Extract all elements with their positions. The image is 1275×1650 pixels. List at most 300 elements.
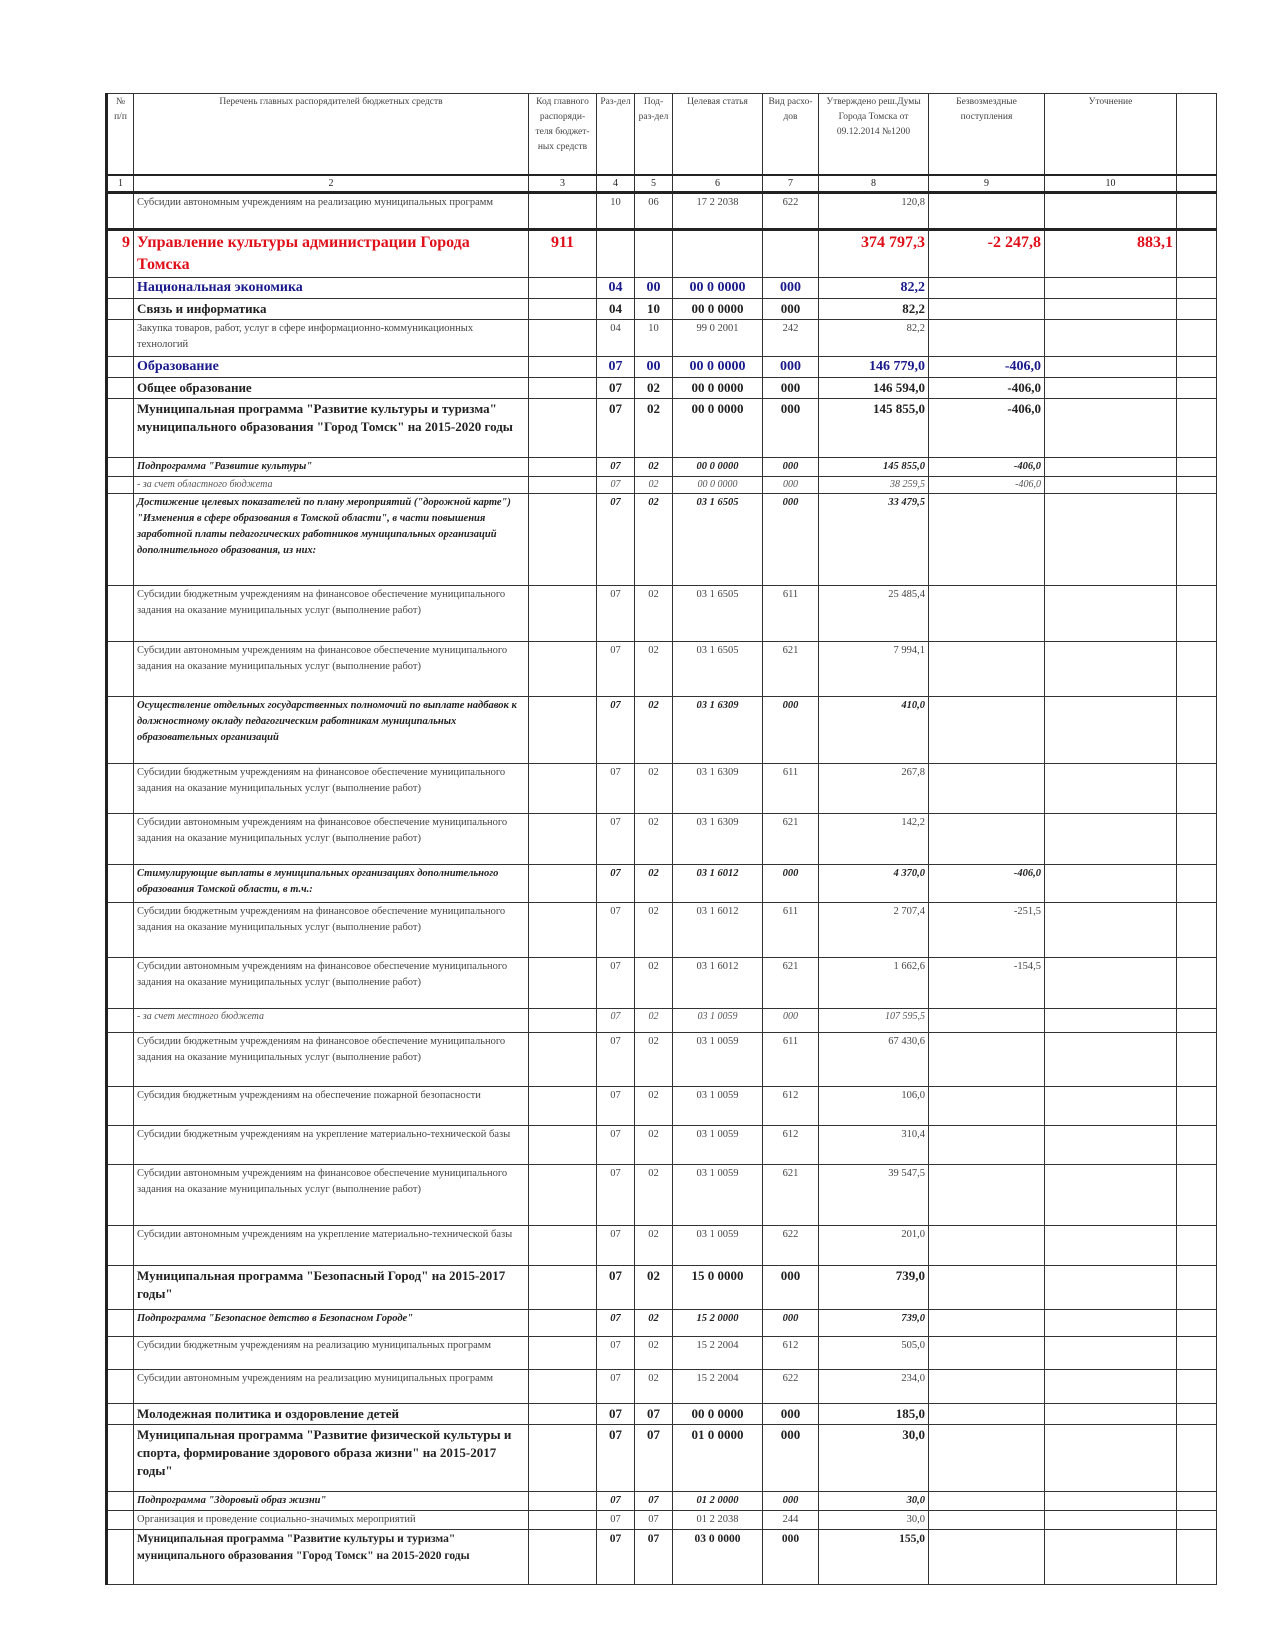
table-row: [107, 398, 1217, 457]
change-amount: [1045, 1510, 1177, 1529]
row-number: [107, 1265, 134, 1309]
grant-amount: [929, 493, 1045, 585]
extra-column-cell: [1177, 457, 1217, 476]
change-amount: [1045, 1403, 1177, 1424]
row-name: Стимулирующие выплаты в муниципальных организациях дополнительного образования Томской области, в т.ч.:: [134, 864, 529, 902]
target-article: 15 0 0000: [673, 1265, 763, 1309]
row-number: [107, 1086, 134, 1125]
section-code: 07: [597, 641, 635, 696]
budget-table: [105, 93, 1217, 1585]
grant-amount: [929, 813, 1045, 864]
distributor-code: [529, 1336, 597, 1369]
table-row: [107, 1008, 1217, 1032]
grant-amount: [929, 1086, 1045, 1125]
table-row: [107, 1424, 1217, 1491]
expense-type: 621: [763, 813, 819, 864]
column-number: [1177, 175, 1217, 193]
approved-amount: 82,2: [819, 298, 929, 319]
grant-amount: [929, 1008, 1045, 1032]
row-name: Организация и проведение социально-значимых мероприятий: [134, 1510, 529, 1529]
approved-amount: 38 259,5: [819, 476, 929, 493]
section-code: 04: [597, 319, 635, 356]
target-article: 15 2 0000: [673, 1309, 763, 1336]
approved-amount: 145 855,0: [819, 398, 929, 457]
target-article: 03 1 0059: [673, 1225, 763, 1265]
row-number: [107, 1403, 134, 1424]
subsection-code: 02: [635, 696, 673, 763]
expense-type: 000: [763, 493, 819, 585]
extra-column-cell: [1177, 277, 1217, 298]
change-amount: [1045, 1265, 1177, 1309]
extra-column-cell: [1177, 1225, 1217, 1265]
approved-amount: 739,0: [819, 1265, 929, 1309]
subsection-code: 07: [635, 1424, 673, 1491]
grant-amount: [929, 1529, 1045, 1584]
change-amount: [1045, 1164, 1177, 1225]
change-amount: [1045, 585, 1177, 641]
row-name: Субсидии бюджетным учреждениям на финансовое обеспечение муниципального задания на оказание муниципальных услуг (выполнение работ): [134, 902, 529, 957]
extra-column-cell: [1177, 1125, 1217, 1164]
table-row: [107, 1265, 1217, 1309]
expense-type: 000: [763, 696, 819, 763]
grant-amount: -154,5: [929, 957, 1045, 1008]
row-number: [107, 1424, 134, 1491]
row-name: - за счет областного бюджета: [134, 476, 529, 493]
subsection-code: 02: [635, 585, 673, 641]
distributor-code: [529, 902, 597, 957]
column-number: 3: [529, 175, 597, 193]
distributor-code: [529, 319, 597, 356]
column-header: Под-раз-дел: [635, 94, 673, 175]
table-row: [107, 377, 1217, 398]
row-name: Субсидии бюджетным учреждениям на финансовое обеспечение муниципального задания на оказание муниципальных услуг (выполнение работ): [134, 585, 529, 641]
target-article: 03 1 6505: [673, 641, 763, 696]
column-number: 1: [107, 175, 134, 193]
approved-amount: 67 430,6: [819, 1032, 929, 1086]
section-code: 07: [597, 864, 635, 902]
approved-amount: 234,0: [819, 1369, 929, 1403]
grant-amount: [929, 1032, 1045, 1086]
row-name: Управление культуры администрации Города Томска: [134, 229, 529, 277]
target-article: 00 0 0000: [673, 1403, 763, 1424]
expense-type: 611: [763, 763, 819, 813]
subsection-code: 02: [635, 1032, 673, 1086]
column-number-row: [107, 175, 1217, 193]
section-code: 07: [597, 1086, 635, 1125]
column-number: 5: [635, 175, 673, 193]
subsection-code: 02: [635, 398, 673, 457]
subsection-code: 02: [635, 1008, 673, 1032]
extra-column-cell: [1177, 696, 1217, 763]
approved-amount: 4 370,0: [819, 864, 929, 902]
target-article: 03 1 6012: [673, 957, 763, 1008]
row-number: [107, 585, 134, 641]
section-code: 07: [597, 1225, 635, 1265]
section-code: 07: [597, 585, 635, 641]
section-code: 07: [597, 813, 635, 864]
subsection-code: 10: [635, 298, 673, 319]
target-article: 00 0 0000: [673, 356, 763, 377]
section-code: 07: [597, 1491, 635, 1510]
column-header: [1177, 94, 1217, 175]
row-name: Субсидии бюджетным учреждениям на реализацию муниципальных программ: [134, 1336, 529, 1369]
row-number: [107, 476, 134, 493]
table-row: [107, 229, 1217, 277]
expense-type: 612: [763, 1086, 819, 1125]
change-amount: [1045, 298, 1177, 319]
target-article: 00 0 0000: [673, 398, 763, 457]
column-number: 4: [597, 175, 635, 193]
distributor-code: [529, 1265, 597, 1309]
grant-amount: [929, 1424, 1045, 1491]
row-name: Закупка товаров, работ, услуг в сфере информационно-коммуникационных технологий: [134, 319, 529, 356]
grant-amount: -406,0: [929, 356, 1045, 377]
table-row: [107, 1336, 1217, 1369]
section-code: 07: [597, 1403, 635, 1424]
distributor-code: [529, 298, 597, 319]
expense-type: 621: [763, 957, 819, 1008]
change-amount: [1045, 902, 1177, 957]
table-row: [107, 1086, 1217, 1125]
expense-type: 000: [763, 398, 819, 457]
grant-amount: [929, 1336, 1045, 1369]
table-row: [107, 493, 1217, 585]
section-code: 07: [597, 1529, 635, 1584]
extra-column-cell: [1177, 298, 1217, 319]
approved-amount: 2 707,4: [819, 902, 929, 957]
target-article: 03 0 0000: [673, 1529, 763, 1584]
extra-column-cell: [1177, 1032, 1217, 1086]
expense-type: 242: [763, 319, 819, 356]
target-article: 01 2 0000: [673, 1491, 763, 1510]
grant-amount: -406,0: [929, 864, 1045, 902]
distributor-code: [529, 356, 597, 377]
table-row: [107, 457, 1217, 476]
distributor-code: [529, 957, 597, 1008]
change-amount: [1045, 813, 1177, 864]
section-code: 07: [597, 1008, 635, 1032]
change-amount: [1045, 377, 1177, 398]
approved-amount: 25 485,4: [819, 585, 929, 641]
subsection-code: 02: [635, 493, 673, 585]
row-number: 9: [107, 229, 134, 277]
table-header-row: [107, 94, 1217, 175]
target-article: 03 1 6012: [673, 864, 763, 902]
approved-amount: 155,0: [819, 1529, 929, 1584]
table-row: [107, 763, 1217, 813]
approved-amount: 30,0: [819, 1424, 929, 1491]
section-code: 07: [597, 356, 635, 377]
change-amount: [1045, 957, 1177, 1008]
section-code: 07: [597, 398, 635, 457]
section-code: 07: [597, 493, 635, 585]
row-number: [107, 398, 134, 457]
distributor-code: [529, 696, 597, 763]
section-code: 07: [597, 1510, 635, 1529]
row-number: [107, 1008, 134, 1032]
table-row: [107, 864, 1217, 902]
distributor-code: [529, 1164, 597, 1225]
subsection-code: 07: [635, 1529, 673, 1584]
table-row: [107, 1491, 1217, 1510]
approved-amount: 39 547,5: [819, 1164, 929, 1225]
column-header: Уточнение: [1045, 94, 1177, 175]
row-number: [107, 641, 134, 696]
row-number: [107, 1369, 134, 1403]
approved-amount: 120,8: [819, 192, 929, 229]
grant-amount: -251,5: [929, 902, 1045, 957]
row-number: [107, 902, 134, 957]
approved-amount: 7 994,1: [819, 641, 929, 696]
approved-amount: 267,8: [819, 763, 929, 813]
row-name: Подпрограмма "Безопасное детство в Безопасном Городе": [134, 1309, 529, 1336]
row-number: [107, 1125, 134, 1164]
target-article: 15 2 2004: [673, 1336, 763, 1369]
extra-column-cell: [1177, 641, 1217, 696]
change-amount: [1045, 1529, 1177, 1584]
target-article: 17 2 2038: [673, 192, 763, 229]
distributor-code: [529, 1086, 597, 1125]
grant-amount: [929, 1403, 1045, 1424]
expense-type: 000: [763, 457, 819, 476]
table-row: [107, 813, 1217, 864]
grant-amount: [929, 1510, 1045, 1529]
extra-column-cell: [1177, 1008, 1217, 1032]
expense-type: 000: [763, 1403, 819, 1424]
approved-amount: 410,0: [819, 696, 929, 763]
row-number: [107, 763, 134, 813]
approved-amount: 310,4: [819, 1125, 929, 1164]
expense-type: 622: [763, 192, 819, 229]
section-code: 07: [597, 476, 635, 493]
subsection-code: 07: [635, 1510, 673, 1529]
target-article: 00 0 0000: [673, 298, 763, 319]
distributor-code: [529, 641, 597, 696]
row-number: [107, 1336, 134, 1369]
row-number: [107, 1309, 134, 1336]
approved-amount: 30,0: [819, 1510, 929, 1529]
subsection-code: 02: [635, 1336, 673, 1369]
approved-amount: 30,0: [819, 1491, 929, 1510]
row-number: [107, 1510, 134, 1529]
distributor-code: [529, 493, 597, 585]
subsection-code: 02: [635, 1369, 673, 1403]
distributor-code: 911: [529, 229, 597, 277]
expense-type: 611: [763, 585, 819, 641]
row-name: Достижение целевых показателей по плану мероприятий ("дорожной карте") "Изменения в сфере образования в Томской области", в части повышения заработной платы педагогических работников муниципальных организаций дополнительного образования, из них:: [134, 493, 529, 585]
table-row: [107, 1032, 1217, 1086]
approved-amount: 185,0: [819, 1403, 929, 1424]
row-name: Субсидии автономным учреждениям на укрепление материально-технической базы: [134, 1225, 529, 1265]
grant-amount: [929, 1164, 1045, 1225]
expense-type: 000: [763, 476, 819, 493]
table-row: [107, 641, 1217, 696]
change-amount: [1045, 356, 1177, 377]
section-code: 07: [597, 763, 635, 813]
extra-column-cell: [1177, 1309, 1217, 1336]
subsection-code: 02: [635, 377, 673, 398]
distributor-code: [529, 1369, 597, 1403]
distributor-code: [529, 1510, 597, 1529]
expense-type: 000: [763, 1424, 819, 1491]
row-number: [107, 957, 134, 1008]
extra-column-cell: [1177, 1529, 1217, 1584]
row-name: Субсидии автономным учреждениям на реализацию муниципальных программ: [134, 192, 529, 229]
expense-type: 000: [763, 377, 819, 398]
change-amount: [1045, 763, 1177, 813]
row-number: [107, 1529, 134, 1584]
target-article: 03 1 0059: [673, 1032, 763, 1086]
column-header: Перечень главных распорядителей бюджетных средств: [134, 94, 529, 175]
section-code: 07: [597, 696, 635, 763]
target-article: 99 0 2001: [673, 319, 763, 356]
extra-column-cell: [1177, 319, 1217, 356]
approved-amount: 505,0: [819, 1336, 929, 1369]
row-number: [107, 493, 134, 585]
section-code: 10: [597, 192, 635, 229]
change-amount: [1045, 1086, 1177, 1125]
grant-amount: [929, 1265, 1045, 1309]
target-article: 00 0 0000: [673, 457, 763, 476]
extra-column-cell: [1177, 1164, 1217, 1225]
grant-amount: [929, 763, 1045, 813]
column-header: Код главного распоряди-теля бюджет-ных средств: [529, 94, 597, 175]
column-header: Целевая статья: [673, 94, 763, 175]
row-name: Субсидия бюджетным учреждениям на обеспечение пожарной безопасности: [134, 1086, 529, 1125]
column-number: 10: [1045, 175, 1177, 193]
row-name: Общее образование: [134, 377, 529, 398]
distributor-code: [529, 1125, 597, 1164]
approved-amount: 146 594,0: [819, 377, 929, 398]
grant-amount: [929, 1309, 1045, 1336]
approved-amount: 1 662,6: [819, 957, 929, 1008]
distributor-code: [529, 1403, 597, 1424]
row-number: [107, 864, 134, 902]
change-amount: [1045, 1008, 1177, 1032]
grant-amount: [929, 585, 1045, 641]
grant-amount: [929, 319, 1045, 356]
row-name: Субсидии автономным учреждениям на финансовое обеспечение муниципального задания на оказание муниципальных услуг (выполнение работ): [134, 641, 529, 696]
approved-amount: 201,0: [819, 1225, 929, 1265]
target-article: 15 2 2004: [673, 1369, 763, 1403]
table-row: [107, 957, 1217, 1008]
approved-amount: 82,2: [819, 319, 929, 356]
subsection-code: 00: [635, 277, 673, 298]
row-number: [107, 813, 134, 864]
row-number: [107, 192, 134, 229]
distributor-code: [529, 763, 597, 813]
distributor-code: [529, 457, 597, 476]
row-name: Субсидии автономным учреждениям на реализацию муниципальных программ: [134, 1369, 529, 1403]
extra-column-cell: [1177, 192, 1217, 229]
grant-amount: -406,0: [929, 476, 1045, 493]
extra-column-cell: [1177, 1510, 1217, 1529]
distributor-code: [529, 277, 597, 298]
row-number: [107, 319, 134, 356]
grant-amount: [929, 298, 1045, 319]
expense-type: 000: [763, 1008, 819, 1032]
section-code: 07: [597, 1369, 635, 1403]
section-code: 07: [597, 1164, 635, 1225]
change-amount: [1045, 493, 1177, 585]
subsection-code: 02: [635, 1309, 673, 1336]
grant-amount: [929, 696, 1045, 763]
row-name: - за счет местного бюджета: [134, 1008, 529, 1032]
extra-column-cell: [1177, 1336, 1217, 1369]
change-amount: 883,1: [1045, 229, 1177, 277]
target-article: 03 1 6505: [673, 585, 763, 641]
expense-type: 612: [763, 1125, 819, 1164]
approved-amount: 106,0: [819, 1086, 929, 1125]
grant-amount: [929, 641, 1045, 696]
section-code: [597, 229, 635, 277]
extra-column-cell: [1177, 763, 1217, 813]
column-header: Безвозмездные поступления: [929, 94, 1045, 175]
distributor-code: [529, 813, 597, 864]
extra-column-cell: [1177, 356, 1217, 377]
change-amount: [1045, 1309, 1177, 1336]
distributor-code: [529, 1225, 597, 1265]
row-number: [107, 377, 134, 398]
change-amount: [1045, 1032, 1177, 1086]
table-row: [107, 192, 1217, 229]
expense-type: 621: [763, 641, 819, 696]
subsection-code: 02: [635, 813, 673, 864]
change-amount: [1045, 864, 1177, 902]
change-amount: [1045, 1125, 1177, 1164]
row-name: Субсидии бюджетным учреждениям на финансовое обеспечение муниципального задания на оказание муниципальных услуг (выполнение работ): [134, 1032, 529, 1086]
change-amount: [1045, 457, 1177, 476]
subsection-code: 02: [635, 1125, 673, 1164]
approved-amount: 739,0: [819, 1309, 929, 1336]
grant-amount: -406,0: [929, 457, 1045, 476]
expense-type: 621: [763, 1164, 819, 1225]
section-code: 07: [597, 1336, 635, 1369]
section-code: 07: [597, 957, 635, 1008]
target-article: 03 1 6309: [673, 763, 763, 813]
expense-type: 622: [763, 1225, 819, 1265]
row-number: [107, 1032, 134, 1086]
column-number: 2: [134, 175, 529, 193]
approved-amount: 146 779,0: [819, 356, 929, 377]
approved-amount: 33 479,5: [819, 493, 929, 585]
table-row: [107, 902, 1217, 957]
expense-type: 611: [763, 902, 819, 957]
target-article: 01 2 2038: [673, 1510, 763, 1529]
grant-amount: -2 247,8: [929, 229, 1045, 277]
section-code: 07: [597, 1125, 635, 1164]
distributor-code: [529, 398, 597, 457]
approved-amount: 82,2: [819, 277, 929, 298]
distributor-code: [529, 1309, 597, 1336]
row-number: [107, 1164, 134, 1225]
column-header: Утверждено реш.Думы Города Томска от 09.12.2014 №1200: [819, 94, 929, 175]
approved-amount: 145 855,0: [819, 457, 929, 476]
grant-amount: [929, 1491, 1045, 1510]
distributor-code: [529, 864, 597, 902]
subsection-code: 10: [635, 319, 673, 356]
subsection-code: 02: [635, 902, 673, 957]
subsection-code: 02: [635, 864, 673, 902]
table-row: [107, 1403, 1217, 1424]
grant-amount: [929, 1225, 1045, 1265]
subsection-code: [635, 229, 673, 277]
extra-column-cell: [1177, 1424, 1217, 1491]
expense-type: 000: [763, 277, 819, 298]
distributor-code: [529, 585, 597, 641]
grant-amount: [929, 1369, 1045, 1403]
extra-column-cell: [1177, 1369, 1217, 1403]
